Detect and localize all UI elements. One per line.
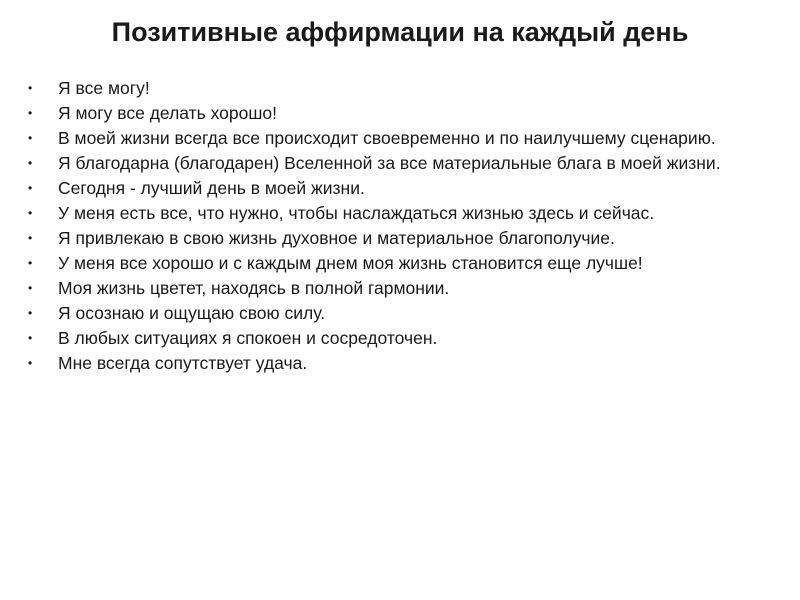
list-item <box>24 278 774 299</box>
list-item <box>24 203 774 224</box>
list-item <box>24 353 774 374</box>
bullet-dot-icon: • <box>28 106 33 120</box>
list-item <box>24 153 774 174</box>
bullet-dot-icon: • <box>28 156 33 170</box>
bullet-dot-icon: • <box>28 231 33 245</box>
bullet-dot-icon: • <box>28 356 33 370</box>
affirmation-list <box>24 78 774 378</box>
list-item <box>24 228 774 249</box>
bullet-text: У меня есть все, что нужно, чтобы наслаждаться жизнью здесь и сейчас. <box>58 203 655 223</box>
bullet-dot-icon: • <box>28 331 33 345</box>
list-item <box>24 103 774 124</box>
list-item <box>24 328 774 349</box>
bullet-text: Мне всегда сопутствует удача. <box>58 353 308 373</box>
bullet-dot-icon: • <box>28 131 33 145</box>
list-item <box>24 253 774 274</box>
slide-title: Позитивные аффирмации на каждый день <box>111 17 689 47</box>
bullet-text: Я все могу! <box>58 78 150 98</box>
bullet-dot-icon: • <box>28 256 33 270</box>
bullet-dot-icon: • <box>28 206 33 220</box>
bullet-text: Я привлекаю в свою жизнь духовное и материальное благополучие. <box>58 228 615 248</box>
bullet-text: В моей жизни всегда все происходит своевременно и по наилучшему сценарию. <box>58 128 716 148</box>
bullet-dot-icon: • <box>28 281 33 295</box>
bullet-dot-icon: • <box>28 181 33 195</box>
bullet-text: Я благодарна (благодарен) Вселенной за все материальные блага в моей жизни. <box>58 153 721 173</box>
bullet-text: В любых ситуациях я спокоен и сосредоточен. <box>58 328 438 348</box>
list-item <box>24 128 774 149</box>
bullet-text: Моя жизнь цветет, находясь в полной гармонии. <box>58 278 450 298</box>
bullet-dot-icon: • <box>28 306 33 320</box>
list-item <box>24 178 774 199</box>
bullet-text: У меня все хорошо и с каждым днем моя жизнь становится еще лучше! <box>58 253 643 273</box>
bullet-text: Я осознаю и ощущаю свою силу. <box>58 303 326 323</box>
list-item <box>24 78 774 99</box>
list-item <box>24 303 774 324</box>
bullet-text: Я могу все делать хорошо! <box>58 103 278 123</box>
bullet-text: Сегодня - лучший день в моей жизни. <box>58 178 365 198</box>
bullet-dot-icon: • <box>28 81 33 95</box>
